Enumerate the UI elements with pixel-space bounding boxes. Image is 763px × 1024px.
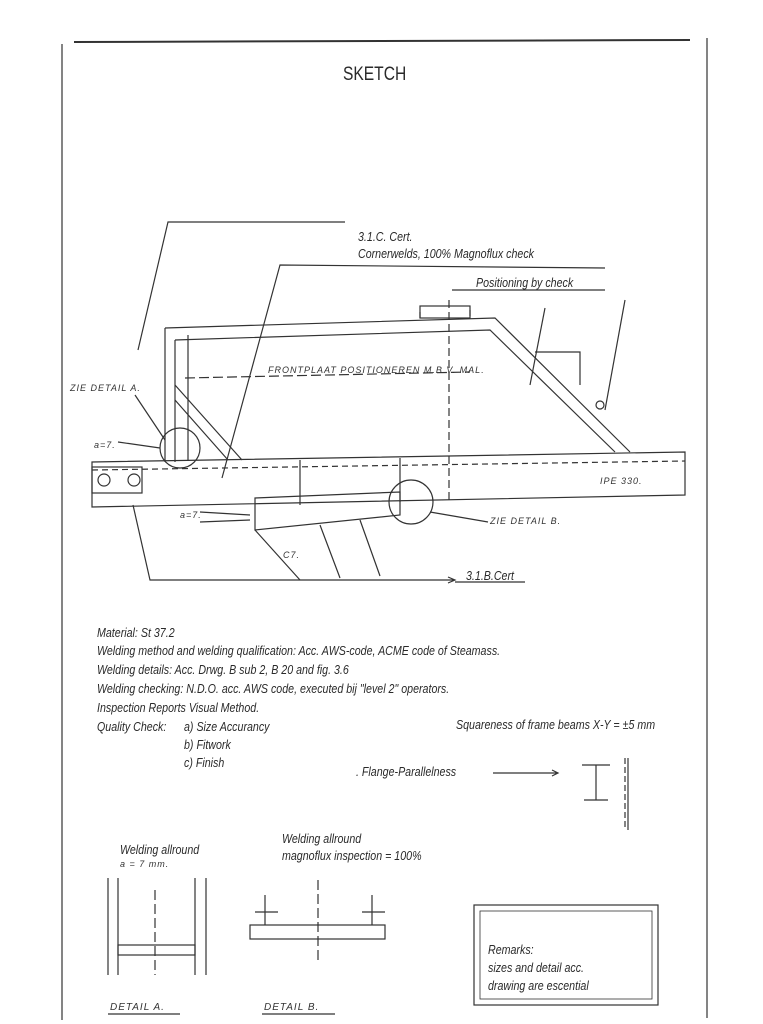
callout-detail-a-ref: ZIE DETAIL A. — [70, 383, 141, 393]
quality-item-finish: c) Finish — [184, 755, 225, 770]
detail-a-plate — [118, 945, 195, 955]
leader-cert-c — [138, 222, 345, 350]
cert-b-arrow — [440, 577, 455, 583]
detail-b-circle — [389, 480, 433, 524]
beam-hole-1 — [98, 474, 110, 486]
detail-a-leader — [135, 395, 165, 440]
callout-weld-a7-top: a=7. — [94, 440, 116, 450]
remarks-line-3: drawing are escential — [488, 978, 589, 993]
remarks-line-2: sizes and detail acc. — [488, 960, 585, 975]
remarks-heading: Remarks: — [488, 942, 534, 957]
detail-b-label: DETAIL B. — [264, 1002, 320, 1013]
lower-bracket — [255, 492, 400, 530]
callout-detail-b-ref: ZIE DETAIL B. — [490, 516, 562, 526]
quality-flange: . Flange-Parallelness — [356, 764, 457, 779]
page-title: SKETCH — [343, 64, 407, 85]
upper-frame-inner — [175, 330, 615, 452]
callout-cert-b: 3.1.B.Cert — [466, 568, 514, 583]
detail-a-title: Welding allround — [120, 842, 200, 857]
positioning-bracket — [420, 310, 470, 318]
leader-positioning-b — [605, 300, 625, 410]
quality-check-label: Quality Check: — [97, 719, 167, 734]
detail-a-posts — [108, 878, 206, 975]
detail-a-sub: a = 7 mm. — [120, 859, 170, 869]
quality-squareness: Squareness of frame beams X-Y = ±5 mm — [456, 717, 656, 732]
detail-a-label: DETAIL A. — [110, 1002, 165, 1013]
beam-hole-2 — [128, 474, 140, 486]
detail-b-title-2: magnoflux inspection = 100% — [282, 848, 422, 863]
positioning-block — [420, 306, 470, 318]
main-beam-hidden-line — [92, 461, 685, 470]
callout-cornerwelds: Cornerwelds, 100% Magnoflux check — [358, 246, 534, 261]
quality-item-fitwork: b) Fitwork — [184, 737, 231, 752]
detail-b-title-1: Welding allround — [282, 831, 362, 846]
callout-frontplaat: FRONTPLAAT POSITIONEREN M.B.V. MAL. — [268, 365, 485, 375]
positioning-pin — [596, 401, 604, 409]
bracket-legs — [255, 520, 380, 580]
frame-top-line — [74, 40, 690, 42]
weld-a7-top-arrow — [118, 442, 160, 448]
flange-arrow — [493, 770, 558, 776]
flange-ibeam — [582, 765, 610, 800]
quality-item-size: a) Size Accurancy — [184, 719, 270, 734]
callout-positioning: Positioning by check — [476, 275, 574, 290]
spec-welding-checking: Welding checking: N.D.O. acc. AWS code, executed bij "level 2" operators. — [97, 681, 450, 696]
callout-weld-a7-mid: a=7. — [180, 510, 202, 520]
leader-positioning-a — [530, 308, 545, 385]
detail-b-tees — [255, 895, 385, 925]
diagonal-brace — [175, 385, 242, 460]
detail-b-leader — [430, 512, 488, 522]
spec-material: Material: St 37.2 — [97, 625, 175, 640]
main-beam — [92, 452, 685, 507]
end-plate — [92, 467, 142, 493]
weld-a7-mid-arrows — [200, 512, 250, 522]
callout-ipe: IPE 330. — [600, 476, 643, 486]
spec-welding-method: Welding method and welding qualification: Acc. AWS-code, ACME code of Steamass. — [97, 643, 501, 658]
callout-c7: C7. — [283, 550, 301, 560]
callout-cert-c: 3.1.C. Cert. — [358, 229, 413, 244]
spec-welding-details: Welding details: Acc. Drwg. B sub 2, B 20 and fig. 3.6 — [97, 662, 349, 677]
spec-inspection-reports: Inspection Reports Visual Method. — [97, 700, 260, 715]
detail-a-circle — [160, 428, 200, 468]
